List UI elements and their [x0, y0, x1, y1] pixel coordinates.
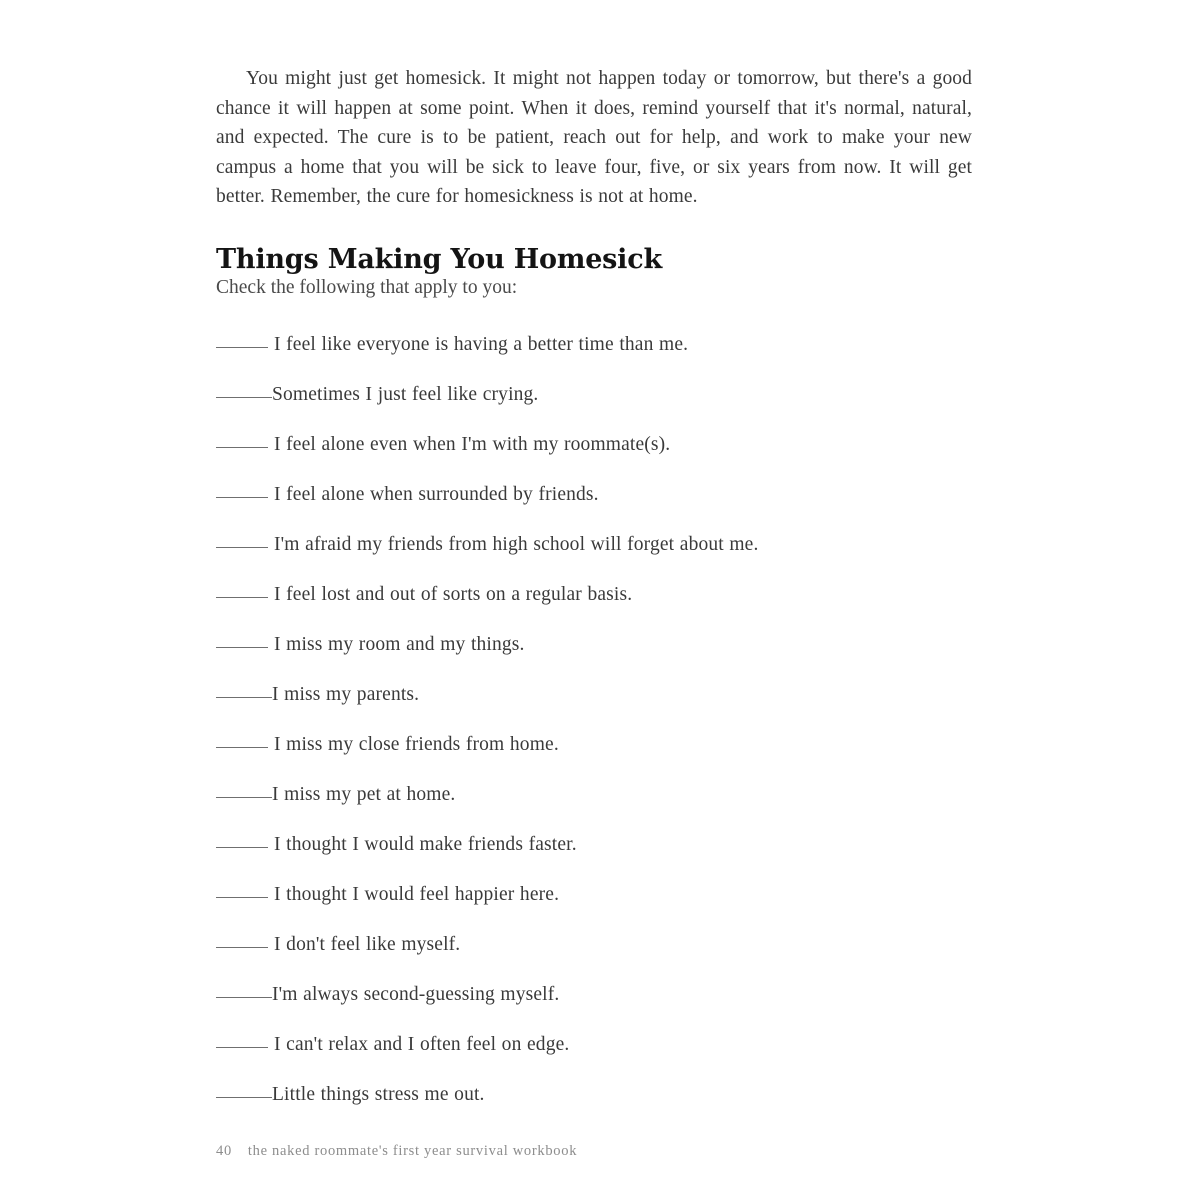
checklist-item[interactable] — [216, 820, 972, 870]
checklist-item[interactable] — [216, 470, 972, 520]
checklist-item[interactable] — [216, 1070, 972, 1120]
checklist-item-label: I thought I would feel happier here. — [274, 884, 560, 905]
checklist-item[interactable] — [216, 770, 972, 820]
checklist-item-label: I feel alone even when I'm with my roommate(s). — [274, 434, 671, 455]
checklist-item-label: I'm afraid my friends from high school will forget about me. — [274, 534, 759, 555]
checklist-item[interactable] — [216, 970, 972, 1020]
checklist-item[interactable] — [216, 670, 972, 720]
checklist-item-label: I don't feel like myself. — [274, 934, 461, 955]
checkbox-blank-line[interactable] — [216, 847, 268, 848]
checklist-item-label: I feel alone when surrounded by friends. — [274, 484, 599, 505]
checklist-item[interactable] — [216, 920, 972, 970]
checklist-item-label: I miss my room and my things. — [274, 634, 525, 655]
checkbox-blank-line[interactable] — [216, 747, 268, 748]
checkbox-blank-line[interactable] — [216, 447, 268, 448]
checkbox-blank-line[interactable] — [216, 547, 268, 548]
checkbox-blank-line[interactable] — [216, 947, 268, 948]
checklist-item[interactable] — [216, 1020, 972, 1070]
checklist-item[interactable] — [216, 420, 972, 470]
checkbox-blank-line[interactable] — [216, 397, 272, 398]
checklist-item[interactable] — [216, 370, 972, 420]
checklist-item[interactable] — [216, 620, 972, 670]
section-subheading: Check the following that apply to you: — [216, 277, 518, 298]
checklist-item-label: I'm always second-guessing myself. — [272, 984, 560, 1005]
intro-paragraph: You might just get homesick. It might not happen today or tomorrow, but there's a good chance it will happen at some point. When it does, remind yourself that it's normal, natural, and expected. The cure is to be patient, reach out for help, and work to make your new campus a home that you will be sick to leave four, five, or six years from now. It will get better. Remember, the cure for homesickness is not at home. — [216, 68, 972, 207]
checklist-item-label: Sometimes I just feel like crying. — [272, 384, 539, 405]
checklist-item[interactable] — [216, 870, 972, 920]
checklist-item-label: Little things stress me out. — [272, 1084, 485, 1105]
checkbox-blank-line[interactable] — [216, 647, 268, 648]
checkbox-blank-line[interactable] — [216, 797, 272, 798]
checklist-item-label: I miss my parents. — [272, 684, 420, 705]
checkbox-blank-line[interactable] — [216, 347, 268, 348]
checklist-item-label: I feel like everyone is having a better time than me. — [274, 334, 689, 355]
checklist-item-label: I miss my pet at home. — [272, 784, 456, 805]
checkbox-blank-line[interactable] — [216, 497, 268, 498]
section-heading: Things Making You Homesick — [216, 244, 662, 275]
checkbox-blank-line[interactable] — [216, 897, 268, 898]
checkbox-blank-line[interactable] — [216, 697, 272, 698]
checkbox-blank-line[interactable] — [216, 997, 272, 998]
homesick-checklist — [216, 320, 972, 1120]
checklist-item[interactable] — [216, 320, 972, 370]
checklist-item-label: I miss my close friends from home. — [274, 734, 559, 755]
checkbox-blank-line[interactable] — [216, 1097, 272, 1098]
checklist-item[interactable] — [216, 520, 972, 570]
footer-page-number: 40 — [216, 1143, 232, 1159]
footer-book-title: the naked roommate's first year survival workbook — [247, 1143, 578, 1159]
checkbox-blank-line[interactable] — [216, 1047, 268, 1048]
page-content — [216, 64, 972, 1105]
checklist-item[interactable] — [216, 570, 972, 620]
checklist-item-label: I feel lost and out of sorts on a regular basis. — [274, 584, 633, 605]
checklist-item-label: I thought I would make friends faster. — [274, 834, 577, 855]
page-footer — [216, 1143, 577, 1160]
checkbox-blank-line[interactable] — [216, 597, 268, 598]
checklist-item[interactable] — [216, 720, 972, 770]
checklist-item-label: I can't relax and I often feel on edge. — [274, 1034, 570, 1055]
